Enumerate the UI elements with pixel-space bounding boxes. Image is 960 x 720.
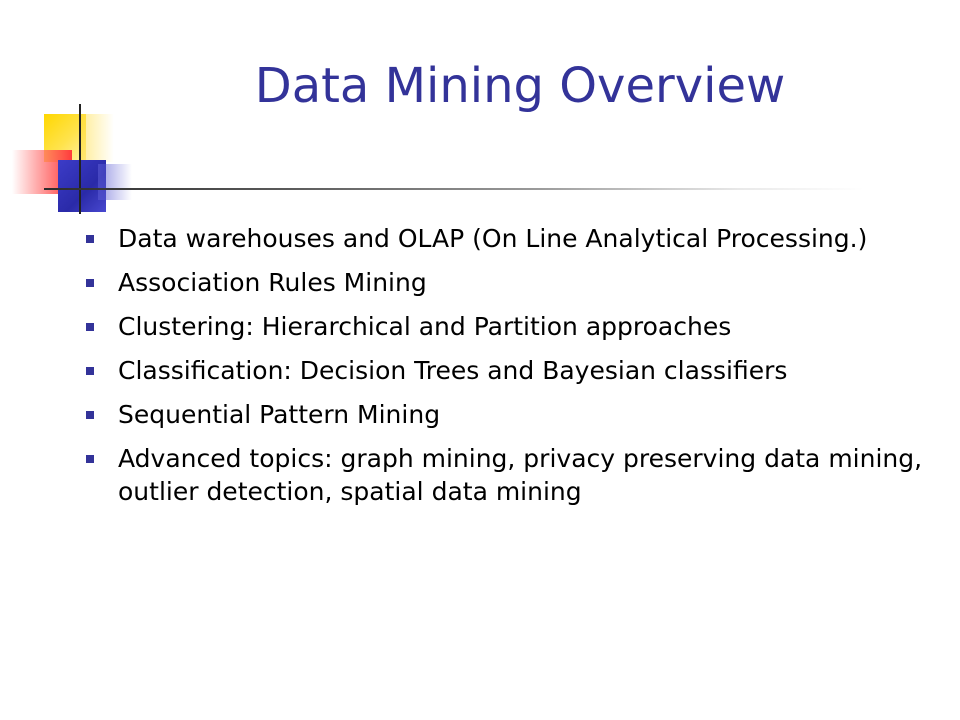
- bullet-item: [84, 310, 934, 343]
- bullet-text: Clustering: Hierarchical and Partition approaches: [118, 312, 732, 341]
- bullet-text: Advanced topics: graph mining, privacy preserving data mining, outlier detection, spatial data mining: [118, 444, 923, 506]
- bullet-item: [84, 266, 934, 299]
- bullet-text: Sequential Pattern Mining: [118, 400, 441, 429]
- bullet-item: [84, 442, 934, 508]
- square-bullet-icon: [86, 279, 94, 287]
- bullet-text: Association Rules Mining: [118, 268, 427, 297]
- bullet-item: [84, 398, 934, 431]
- square-bullet-icon: [86, 323, 94, 331]
- square-bullet-icon: [86, 235, 94, 243]
- square-bullet-icon: [86, 367, 94, 375]
- decorative-squares-logo: [0, 0, 140, 220]
- blue-fade-decoration: [98, 164, 132, 200]
- square-bullet-icon: [86, 411, 94, 419]
- bullet-text: Classification: Decision Trees and Bayesian classifiers: [118, 356, 788, 385]
- bullet-item: [84, 222, 934, 255]
- title-underline-rule: [44, 188, 864, 190]
- bullet-text: Data warehouses and OLAP (On Line Analytical Processing.): [118, 224, 868, 253]
- yellow-fade-decoration: [80, 114, 114, 162]
- bullet-item: [84, 354, 934, 387]
- bullet-list: [84, 222, 934, 519]
- slide-title: Data Mining Overview: [254, 58, 786, 114]
- vertical-rule-decoration: [79, 104, 81, 214]
- square-bullet-icon: [86, 455, 94, 463]
